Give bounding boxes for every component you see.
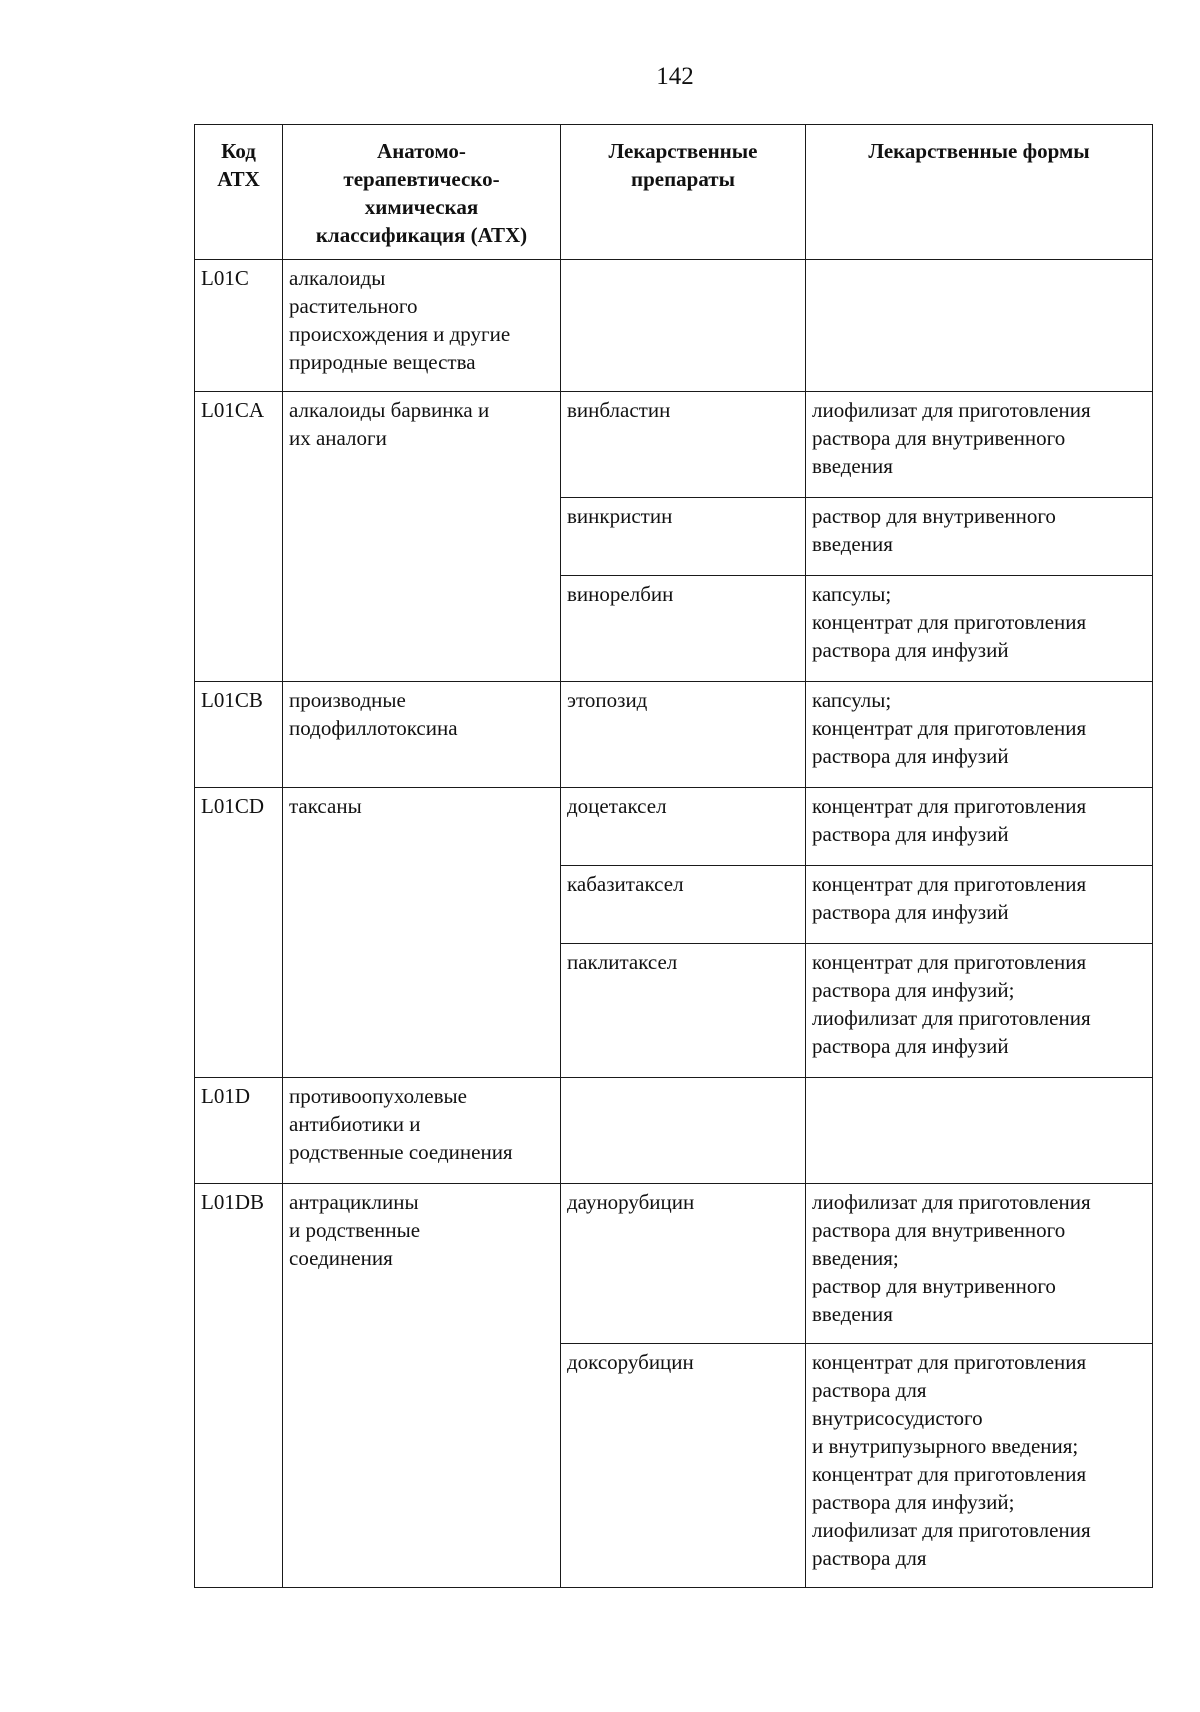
dosage-forms: концентрат для приготовления раствора для инфузий bbox=[806, 866, 1153, 944]
drug-name: винкристин bbox=[561, 498, 806, 576]
dosage-forms: раствор для внутривенного введения bbox=[806, 498, 1153, 576]
dosage-forms: капсулы; концентрат для приготовления раствора для инфузий bbox=[806, 576, 1153, 682]
atc-classification: противоопухолевые антибиотики и родственные соединения bbox=[283, 1078, 561, 1184]
drug-name: винбластин bbox=[561, 392, 806, 498]
drug-name: кабазитаксел bbox=[561, 866, 806, 944]
atc-classification: антрациклины и родственные соединения bbox=[283, 1184, 561, 1588]
atc-code: L01D bbox=[195, 1078, 283, 1184]
dosage-forms bbox=[806, 1078, 1153, 1184]
atc-table bbox=[194, 124, 1153, 1588]
atc-code: L01CD bbox=[195, 788, 283, 1078]
atc-code: L01C bbox=[195, 260, 283, 392]
header-atc-classification: Анатомо- терапевтическо- химическая классификация (АТХ) bbox=[283, 125, 561, 260]
drug-name: паклитаксел bbox=[561, 944, 806, 1078]
drug-name: этопозид bbox=[561, 682, 806, 788]
drug-name bbox=[561, 260, 806, 392]
page-number: 142 bbox=[656, 63, 694, 90]
dosage-forms bbox=[806, 260, 1153, 392]
drug-name: доцетаксел bbox=[561, 788, 806, 866]
drug-name: винорелбин bbox=[561, 576, 806, 682]
atc-code: L01DB bbox=[195, 1184, 283, 1588]
table-row bbox=[195, 260, 1153, 392]
table-row bbox=[195, 788, 1153, 866]
table-row bbox=[195, 682, 1153, 788]
atc-classification: алкалоиды барвинка и их аналоги bbox=[283, 392, 561, 682]
dosage-forms: концентрат для приготовления раствора для инфузий; лиофилизат для приготовления раствора для инфузий bbox=[806, 944, 1153, 1078]
dosage-forms: концентрат для приготовления раствора для внутрисосудистого и внутрипузырного введения; концентрат для приготовления раствора для инфузий; лиофилизат для приготовления раствора для bbox=[806, 1344, 1153, 1588]
dosage-forms: концентрат для приготовления раствора для инфузий bbox=[806, 788, 1153, 866]
dosage-forms: капсулы; концентрат для приготовления раствора для инфузий bbox=[806, 682, 1153, 788]
header-code: Код АТХ bbox=[195, 125, 283, 260]
table-header-row bbox=[195, 125, 1153, 260]
table-row bbox=[195, 1184, 1153, 1344]
atc-code: L01CB bbox=[195, 682, 283, 788]
drug-name bbox=[561, 1078, 806, 1184]
table-row bbox=[195, 1078, 1153, 1184]
header-drugs: Лекарственные препараты bbox=[561, 125, 806, 260]
atc-code: L01CA bbox=[195, 392, 283, 682]
dosage-forms: лиофилизат для приготовления раствора для внутривенного введения; раствор для внутривенного введения bbox=[806, 1184, 1153, 1344]
atc-classification: алкалоиды растительного происхождения и другие природные вещества bbox=[283, 260, 561, 392]
atc-classification: производные подофиллотоксина bbox=[283, 682, 561, 788]
header-dosage-forms: Лекарственные формы bbox=[806, 125, 1153, 260]
drug-name: даунорубицин bbox=[561, 1184, 806, 1344]
dosage-forms: лиофилизат для приготовления раствора для внутривенного введения bbox=[806, 392, 1153, 498]
atc-classification: таксаны bbox=[283, 788, 561, 1078]
table-row bbox=[195, 392, 1153, 498]
drug-name: доксорубицин bbox=[561, 1344, 806, 1588]
